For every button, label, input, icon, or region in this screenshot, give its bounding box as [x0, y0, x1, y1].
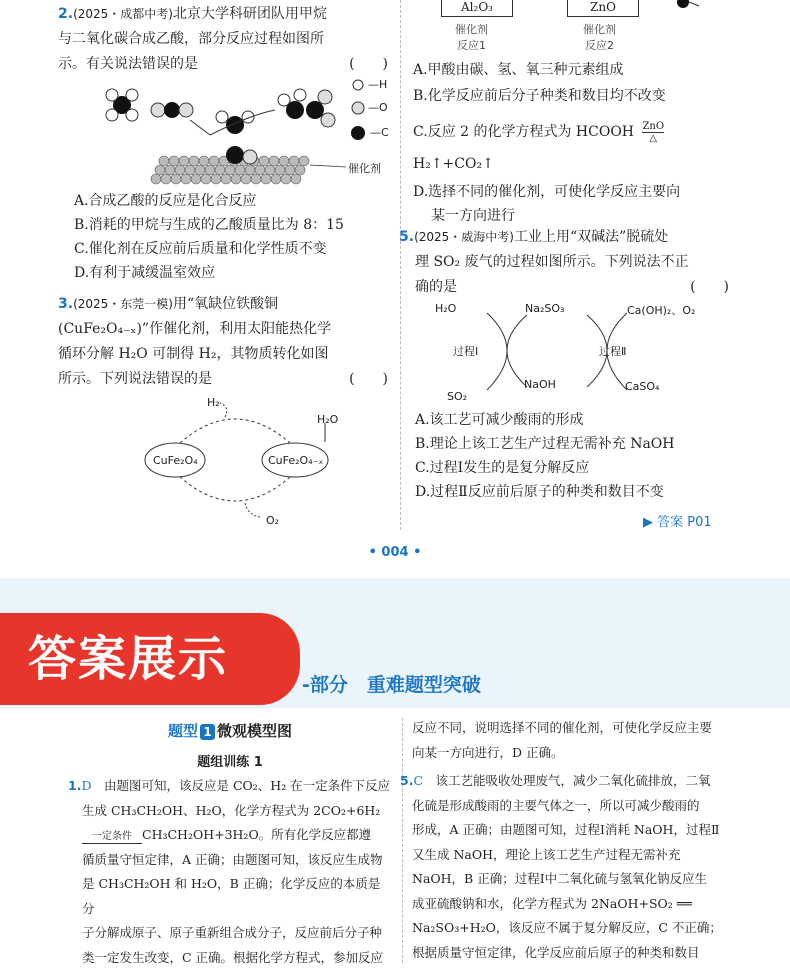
banner-text: 答案展示	[0, 613, 300, 705]
answer-letter: D	[81, 778, 91, 793]
answer-line: 循质量守恒定律，A 正确；由题图可知，该反应生成物	[68, 848, 392, 873]
cufe2o4-label: CuFe₂O₄	[153, 454, 198, 467]
process-2-label: 过程Ⅱ	[599, 343, 626, 359]
stem-line: 示。有关说法错误的是	[58, 56, 198, 72]
molecule-fragment	[675, 0, 705, 14]
option-a: A.合成乙酸的反应是化合反应	[74, 189, 394, 213]
answer-paren: ( )	[690, 275, 729, 300]
answer-line	[68, 823, 392, 848]
answer-right-column	[412, 708, 742, 965]
stem-line: 工业上用“双碱法”脱硫处	[514, 229, 668, 245]
h2o-label: H₂O	[317, 413, 338, 426]
molecule-co2	[151, 102, 193, 118]
answer-line: Na₂SO₃+H₂O，该反应不属于复分解反应，C 不正确；	[412, 916, 742, 941]
caption-2	[583, 22, 616, 54]
question-5-stem	[399, 225, 729, 300]
question-number: 2.	[58, 6, 73, 22]
answer-line	[68, 774, 392, 799]
caption-text: 催化剂	[583, 23, 616, 36]
answer-number: 1.	[68, 778, 81, 793]
answer-divider	[402, 718, 403, 963]
stem-line: 所示。下列说法错误的是	[58, 371, 212, 387]
drill-heading: 题组训练 1	[68, 751, 392, 770]
answer-line: 形成，A 正确；由题图可知，过程Ⅰ消耗 NaOH，过程Ⅱ	[412, 818, 742, 843]
option-c: C.催化剂在反应前后质量和化学性质不变	[74, 237, 394, 261]
option-c: C.过程Ⅰ发生的是复分解反应	[415, 456, 735, 480]
answer-line	[400, 769, 742, 794]
naoh-label: NaOH	[524, 378, 556, 391]
answer-banner	[0, 613, 300, 705]
condition-top: ZnO	[642, 121, 664, 132]
answer-5	[412, 769, 742, 965]
answer-line: 子分解成原子、原子重新组合成分子，反应前后分子种	[68, 921, 392, 946]
answer-paren: ( )	[349, 52, 388, 77]
stem-line: 北京大学科研团队用甲烷	[173, 6, 327, 22]
na2so3-label: Na₂SO₃	[525, 302, 564, 315]
option-c-text: C.反应 2 的化学方程式为 HCOOH	[413, 124, 634, 140]
question-5-options	[415, 408, 735, 504]
question-2-stem	[58, 2, 388, 77]
stem-line: 确的是	[399, 279, 457, 295]
legend-c-label: —C	[370, 126, 389, 139]
answer-line: 化硫是形成酸雨的主要气体之一，所以可减少酸雨的	[412, 794, 742, 819]
answer-area	[0, 708, 790, 963]
answer-4-tail	[412, 716, 742, 765]
h2o-label: H₂O	[435, 302, 456, 315]
equation-condition	[642, 121, 664, 144]
molecule-acetic-acid	[278, 89, 335, 127]
caoh2-label: Ca(OH)₂、O₂	[627, 302, 695, 318]
answer-text: CH₃CH₂OH+3H₂O。所有化学反应都遵	[142, 827, 371, 842]
answer-paren: ( )	[349, 367, 388, 392]
answer-line: 又生成 NaOH，理论上该工艺生产过程无需补充	[412, 843, 742, 868]
type-number-badge: 1	[200, 724, 215, 740]
catalyst-box-1: Al₂O₃	[441, 0, 513, 17]
condition-bottom: △	[642, 132, 664, 144]
cufe2o4x-label: CuFe₂O₄₋ₓ	[268, 454, 323, 467]
answer-page-link[interactable]: ▶ 答案 P01	[643, 511, 712, 530]
page-number: • 004 •	[0, 545, 790, 560]
answer-line: 成亚硫酸钠和水，化学方程式为 2NaOH+SO₂ ══	[412, 892, 742, 917]
stem-line: 理 SO₂ 废气的过程如图所示。下列说法不正	[399, 254, 689, 270]
question-4-options	[413, 58, 733, 228]
option-a: A.该工艺可减少酸雨的形成	[415, 408, 735, 432]
answer-1	[68, 774, 392, 970]
type-heading	[68, 720, 392, 741]
option-c	[413, 120, 733, 144]
answer-letter: C	[413, 773, 423, 788]
stem-line: (CuFe₂O₄₋ₓ)”作催化剂，利用太阳能热化学	[58, 321, 331, 337]
question-3-stem	[58, 292, 388, 392]
type-title: 微观模型图	[217, 722, 292, 740]
answer-line: 向某一方向进行，D 正确。	[412, 741, 742, 766]
type-prefix: 题型	[168, 722, 198, 740]
option-b: B.消耗的甲烷与生成的乙酸质量比为 8：15	[74, 213, 394, 237]
option-d: D.有利于减缓温室效应	[74, 261, 394, 285]
catalyst-reaction-diagram	[100, 75, 390, 190]
o2-label: O₂	[266, 514, 279, 527]
stem-line: 用“氧缺位铁酸铜	[173, 296, 278, 312]
molecule-methane	[106, 89, 138, 121]
option-a: A.甲酸由碳、氢、氧三种元素组成	[413, 58, 733, 82]
question-source: (2025・成都中考)	[73, 7, 173, 21]
answer-line: 是 CH₃CH₂OH 和 H₂O，B 正确；化学反应的本质是分	[68, 872, 392, 921]
answer-line: 根据质量守恒定律，化学反应前后原子的种类和数目	[412, 941, 742, 966]
answer-line: 反应不同，说明选择不同的催化剂，可使化学反应主要	[412, 716, 742, 741]
caption-text: 反应1	[457, 39, 486, 52]
legend-o-label: —O	[368, 101, 388, 114]
answer-number: 5.	[400, 773, 413, 788]
legend	[351, 80, 365, 140]
caption-text: 催化剂	[455, 23, 488, 36]
option-c-products: H₂↑+CO₂↑	[413, 152, 733, 176]
answer-line: 生成 CH₃CH₂OH、H₂O，化学方程式为 2CO₂+6H₂	[68, 799, 392, 824]
section-title: -部分 重难题型突破	[302, 670, 481, 697]
answer-line: 类一定发生改变，C 正确。根据化学方程式，参加反应	[68, 946, 392, 970]
answer-left-column	[68, 708, 392, 970]
caption-text: 反应2	[585, 39, 614, 52]
answer-text: 该工艺能吸收处理废气，减少二氧化硫排放，二氧	[436, 773, 711, 788]
option-d: D.选择不同的催化剂，可使化学反应主要向	[413, 180, 733, 204]
option-d-cont: 某一方向进行	[413, 204, 733, 228]
so2-label: SO₂	[447, 390, 467, 403]
caso4-label: CaSO₄	[625, 380, 659, 393]
option-b: B.理论上该工艺生产过程无需补充 NaOH	[415, 432, 735, 456]
stem-line: 循环分解 H₂O 可制得 H₂，其物质转化如图	[58, 346, 328, 362]
question-source: (2025・威海中考)	[414, 230, 514, 244]
h2-label: H₂	[207, 396, 220, 409]
answer-text: 由题图可知，该反应是 CO₂、H₂ 在一定条件下反应	[104, 778, 390, 793]
process-1-label: 过程Ⅰ	[453, 343, 478, 359]
question-source: (2025・东莞一模)	[73, 297, 173, 311]
question-number: 5.	[399, 229, 414, 245]
question-number: 3.	[58, 296, 73, 312]
catalyst-label: 催化剂	[348, 160, 381, 176]
question-2-options	[74, 189, 394, 285]
answer-line: NaOH，B 正确；过程Ⅰ中二氧化硫与氢氧化钠反应生	[412, 867, 742, 892]
option-d: D.过程Ⅱ反应前后原子的种类和数目不变	[415, 480, 735, 504]
legend-h-label: —H	[368, 78, 387, 91]
catalyst-box-2: ZnO	[567, 0, 639, 17]
option-b: B.化学反应前后分子种类和数目均不改变	[413, 84, 733, 108]
caption-1	[455, 22, 488, 54]
reaction-condition: 一定条件	[82, 831, 142, 844]
stem-line: 与二氧化碳合成乙酸，部分反应过程如图所	[58, 31, 324, 47]
